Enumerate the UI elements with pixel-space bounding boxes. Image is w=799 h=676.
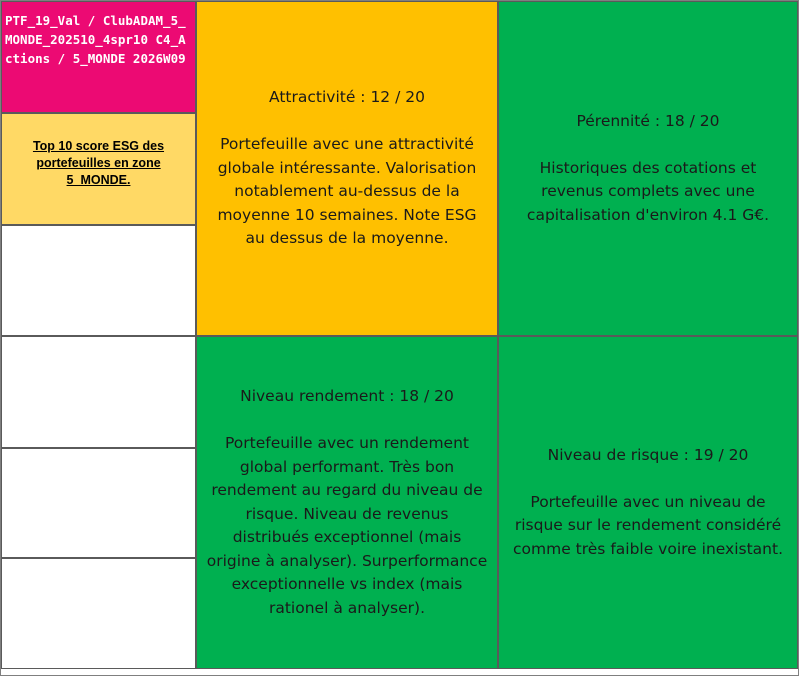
risque-score-cell <box>498 336 798 669</box>
esg-ranking-link[interactable]: Top 10 score ESG des portefeuilles en zone 5_MONDE. <box>32 139 165 187</box>
rendement-score-cell <box>196 336 498 669</box>
perennite-score-cell <box>498 1 798 336</box>
empty-cell <box>1 558 196 669</box>
risque-heading: Niveau de risque : 19 / 20 <box>547 445 749 464</box>
attractivite-heading: Attractivité : 12 / 20 <box>269 88 425 107</box>
portfolio-title: PTF_19_Val / ClubADAM_5_MONDE_202510_4spr10 C4_Actions / 5_MONDE 2026W09 <box>1 1 196 113</box>
empty-cell <box>1 336 196 448</box>
empty-cell <box>1 225 196 336</box>
perennite-heading: Pérennité : 18 / 20 <box>576 111 720 130</box>
rendement-heading: Niveau rendement : 18 / 20 <box>240 387 454 405</box>
attractivite-description: Portefeuille avec une attractivité globale intéressante. Valorisation notablement au-dessus de la moyenne 10 semaines. Note ESG au dessus de la moyenne. <box>217 135 477 248</box>
perennite-description: Historiques des cotations et revenus complets avec une capitalisation d'environ 4.1 G€. <box>526 158 770 224</box>
risque-description: Portefeuille avec un niveau de risque sur le rendement considéré comme très faible voire inexistant. <box>513 492 783 558</box>
attractivite-score-cell <box>196 1 498 336</box>
rendement-description: Portefeuille avec un rendement global performant. Très bon rendement au regard du niveau de risque. Niveau de revenus distribués exceptionnel (mais origine à analyser). Surperformance exceptionnelle vs index (mais rationel à analyser). <box>206 434 488 617</box>
esg-ranking-link-cell[interactable] <box>1 113 196 225</box>
empty-cell <box>1 448 196 558</box>
